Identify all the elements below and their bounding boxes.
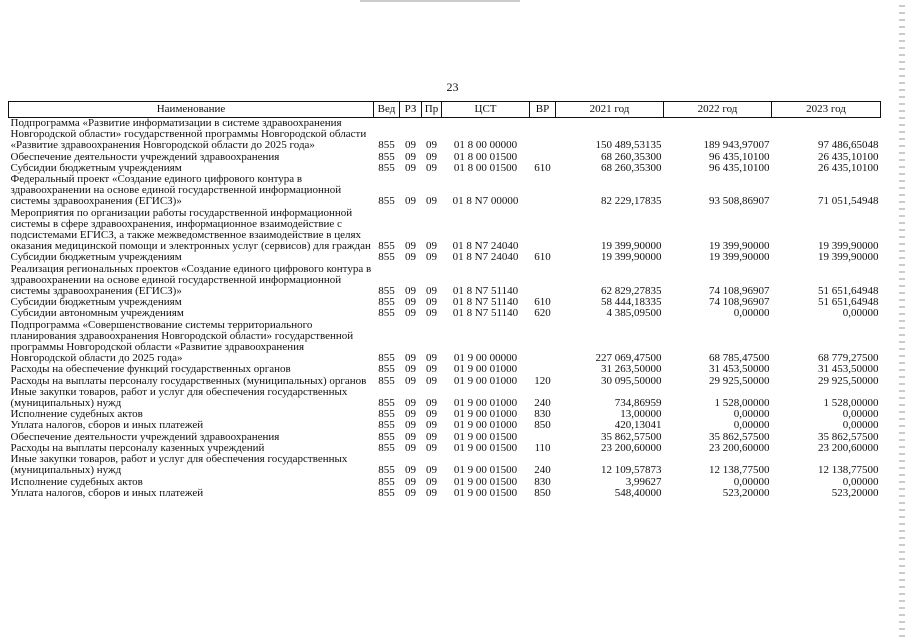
table-row — [9, 118, 881, 152]
cell-2023: 26 435,10100 — [818, 150, 879, 163]
table-row — [9, 488, 881, 499]
cell-vr — [530, 118, 556, 152]
cell-2021: 68 260,35300 — [601, 161, 662, 174]
cell-pr: 09 — [426, 486, 437, 499]
cell-2021: 3,99627 — [625, 475, 662, 488]
cell-vr: 610 — [534, 251, 551, 264]
cell-pr: 09 — [426, 419, 437, 432]
cell-2021: 420,13041 — [614, 419, 662, 432]
cell-ved: 855 — [378, 307, 395, 320]
cell-pr: 09 — [426, 374, 437, 387]
cell-rz: 09 — [405, 150, 416, 163]
cell-name: Расходы на выплаты персоналу государственных (муниципальных) органов — [10, 374, 367, 387]
cell-2023: 0,00000 — [842, 419, 879, 432]
cell-2023: 523,20000 — [831, 486, 879, 499]
cell-name: Субсидии бюджетным учреждениям — [10, 161, 182, 174]
cell-ved: 855 — [378, 195, 395, 208]
cell-ved: 855 — [378, 486, 395, 499]
cell-2023: 1 528,00000 — [823, 397, 879, 410]
cell-cst: 01 9 00 01500 — [453, 475, 518, 488]
cell-vr — [530, 320, 556, 365]
cell-2023: 97 486,65048 — [818, 139, 879, 152]
cell-2023: 71 051,54948 — [818, 195, 879, 208]
cell-cst: 01 9 00 01000 — [453, 397, 518, 410]
cell-vr — [530, 208, 556, 253]
cell-vr — [530, 264, 556, 298]
cell-rz: 09 — [405, 397, 416, 410]
cell-ved: 855 — [378, 419, 395, 432]
cell-cst: 01 8 00 01500 — [453, 150, 518, 163]
cell-name: Подпрограмма «Развитие информатизации в системе здравоохранения Новгородской области» государственной программы Новгородской области «Развитие здравоохранения Новгородской области до 2025 года» — [10, 117, 367, 152]
cell-2021: 13,00000 — [620, 408, 662, 421]
cell-ved: 855 — [378, 408, 395, 421]
cell-2022: 523,20000 — [722, 486, 770, 499]
cell-ved: 855 — [378, 374, 395, 387]
cell-2021: 227 069,47500 — [595, 352, 662, 365]
cell-ved: 855 — [378, 430, 395, 443]
cell-rz: 09 — [405, 475, 416, 488]
cell-cst: 01 9 00 01000 — [453, 408, 518, 421]
cell-2023: 51 651,64948 — [818, 296, 879, 309]
cell-ved: 855 — [378, 139, 395, 152]
cell-rz: 09 — [405, 240, 416, 253]
cell-2022: 19 399,90000 — [709, 251, 770, 264]
cell-pr: 09 — [426, 296, 437, 309]
cell-rz: 09 — [405, 251, 416, 264]
cell-cst: 01 8 00 00000 — [453, 139, 518, 152]
cell-rz: 09 — [405, 430, 416, 443]
cell-pr: 09 — [426, 161, 437, 174]
cell-2023: 19 399,90000 — [818, 251, 879, 264]
cell-cst: 01 8 N7 51140 — [452, 307, 519, 320]
cell-pr: 09 — [426, 430, 437, 443]
cell-2022: 35 862,57500 — [709, 430, 770, 443]
cell-rz: 09 — [405, 363, 416, 376]
cell-name: Федеральный проект «Создание единого цифрового контура в здравоохранении на основе единой государственной информационной системы здравоохранения (ЕГИСЗ)» — [10, 173, 342, 208]
column-header-name: Наименование — [9, 102, 374, 118]
cell-vr: 830 — [534, 408, 551, 421]
cell-pr: 09 — [426, 475, 437, 488]
cell-cst: 01 9 00 01000 — [453, 363, 518, 376]
cell-2021: 548,40000 — [614, 486, 662, 499]
cell-cst: 01 9 00 01500 — [453, 464, 518, 477]
cell-2021: 58 444,18335 — [601, 296, 662, 309]
cell-2021: 31 263,50000 — [601, 363, 662, 376]
cell-2021: 19 399,90000 — [601, 240, 662, 253]
cell-2023: 0,00000 — [842, 475, 879, 488]
page-number: 23 — [446, 80, 459, 94]
cell-name: Субсидии бюджетным учреждениям — [10, 296, 182, 309]
cell-2022: 74 108,96907 — [709, 285, 770, 298]
cell-cst: 01 9 00 01000 — [453, 419, 518, 432]
cell-pr: 09 — [426, 139, 437, 152]
cell-pr: 09 — [426, 251, 437, 264]
cell-cst: 01 8 N7 51140 — [452, 285, 519, 298]
column-header-2021: 2021 год — [556, 102, 664, 118]
cell-ved: 855 — [378, 161, 395, 174]
cell-name: Исполнение судебных актов — [10, 475, 143, 488]
cell-name: Обеспечение деятельности учреждений здравоохранения — [10, 150, 280, 163]
cell-2023: 26 435,10100 — [818, 161, 879, 174]
cell-rz: 09 — [405, 352, 416, 365]
column-header-2022: 2022 год — [664, 102, 772, 118]
cell-rz: 09 — [405, 307, 416, 320]
cell-pr: 09 — [426, 464, 437, 477]
cell-2022: 31 453,50000 — [709, 363, 770, 376]
cell-2021: 19 399,90000 — [601, 251, 662, 264]
cell-ved: 855 — [378, 240, 395, 253]
cell-rz: 09 — [405, 486, 416, 499]
cell-2022: 96 435,10100 — [709, 161, 770, 174]
cell-2021: 68 260,35300 — [601, 150, 662, 163]
cell-2023: 31 453,50000 — [818, 363, 879, 376]
table-row — [9, 387, 881, 409]
cell-name: Расходы на выплаты персоналу казенных учреждений — [10, 441, 265, 454]
cell-name: Иные закупки товаров, работ и услуг для обеспечения государственных (муниципальных) нужд — [10, 453, 348, 477]
cell-pr: 09 — [426, 441, 437, 454]
table-row — [9, 320, 881, 365]
table-row — [9, 308, 881, 319]
cell-ved: 855 — [378, 352, 395, 365]
cell-cst: 01 9 00 01000 — [453, 374, 518, 387]
cell-pr: 09 — [426, 352, 437, 365]
cell-2023: 12 138,77500 — [818, 464, 879, 477]
cell-cst: 01 8 N7 24040 — [452, 251, 519, 264]
cell-2022: 23 200,60000 — [709, 441, 770, 454]
cell-2021: 23 200,60000 — [601, 441, 662, 454]
table-row — [9, 252, 881, 263]
scan-artifact — [360, 0, 520, 2]
cell-2022: 93 508,86907 — [709, 195, 770, 208]
cell-2021: 150 489,53135 — [595, 139, 662, 152]
cell-2021: 734,86959 — [614, 397, 662, 410]
cell-2022: 0,00000 — [733, 475, 770, 488]
table-body — [9, 118, 881, 499]
cell-name: Расходы на обеспечение функций государственных органов — [10, 363, 291, 376]
table-row — [9, 174, 881, 208]
cell-ved: 855 — [378, 285, 395, 298]
table-row — [9, 420, 881, 431]
cell-cst: 01 8 N7 00000 — [452, 195, 519, 208]
cell-2022: 29 925,50000 — [709, 374, 770, 387]
column-header-2023: 2023 год — [772, 102, 881, 118]
cell-2022: 19 399,90000 — [709, 240, 770, 253]
cell-2022: 68 785,47500 — [709, 352, 770, 365]
column-header-rz: РЗ — [400, 102, 422, 118]
cell-vr — [530, 364, 556, 375]
cell-rz: 09 — [405, 195, 416, 208]
cell-rz: 09 — [405, 139, 416, 152]
cell-vr: 240 — [534, 397, 551, 410]
cell-vr: 240 — [534, 464, 551, 477]
column-header-cst: ЦСТ — [442, 102, 530, 118]
cell-2023: 0,00000 — [842, 408, 879, 421]
cell-name: Субсидии автономным учреждениям — [10, 307, 184, 320]
table-header — [9, 102, 881, 118]
cell-2022: 74 108,96907 — [709, 296, 770, 309]
cell-rz: 09 — [405, 285, 416, 298]
table-row — [9, 364, 881, 375]
cell-pr: 09 — [426, 195, 437, 208]
cell-name: Обеспечение деятельности учреждений здравоохранения — [10, 430, 280, 443]
cell-cst: 01 9 00 01500 — [453, 441, 518, 454]
cell-2022: 0,00000 — [733, 307, 770, 320]
scan-edge — [899, 0, 905, 640]
cell-vr: 610 — [534, 161, 551, 174]
cell-rz: 09 — [405, 374, 416, 387]
cell-ved: 855 — [378, 251, 395, 264]
cell-vr: 110 — [534, 441, 551, 454]
cell-name: Субсидии бюджетным учреждениям — [10, 251, 182, 264]
cell-2022: 12 138,77500 — [709, 464, 770, 477]
cell-rz: 09 — [405, 441, 416, 454]
column-header-vr: ВР — [530, 102, 556, 118]
column-header-ved: Вед — [374, 102, 400, 118]
cell-name: Реализация региональных проектов «Создание единого цифрового контура в здравоохранении на основе единой государственной информационной системы здравоохранения (ЕГИСЗ)» — [10, 262, 372, 298]
cell-ved: 855 — [378, 464, 395, 477]
cell-cst: 01 8 N7 51140 — [452, 296, 519, 309]
cell-pr: 09 — [426, 397, 437, 410]
cell-cst: 01 9 00 01500 — [453, 486, 518, 499]
cell-name: Иные закупки товаров, работ и услуг для обеспечения государственных (муниципальных) нужд — [10, 385, 348, 410]
table-row — [9, 454, 881, 476]
cell-cst: 01 8 N7 24040 — [452, 240, 519, 253]
cell-2021: 4 385,09500 — [606, 307, 662, 320]
cell-name: Исполнение судебных актов — [10, 408, 143, 421]
table-row — [9, 264, 881, 298]
cell-ved: 855 — [378, 150, 395, 163]
cell-vr — [530, 174, 556, 208]
cell-2022: 1 528,00000 — [714, 397, 770, 410]
cell-cst: 01 9 00 00000 — [453, 352, 518, 365]
cell-rz: 09 — [405, 161, 416, 174]
cell-ved: 855 — [378, 475, 395, 488]
cell-cst: 01 9 00 01500 — [453, 430, 518, 443]
cell-vr: 610 — [534, 296, 551, 309]
budget-table — [8, 101, 881, 499]
cell-2022: 0,00000 — [733, 408, 770, 421]
cell-ved: 855 — [378, 296, 395, 309]
cell-2021: 62 829,27835 — [601, 285, 662, 298]
cell-2023: 51 651,64948 — [818, 285, 879, 298]
cell-pr: 09 — [426, 150, 437, 163]
cell-rz: 09 — [405, 296, 416, 309]
cell-2022: 0,00000 — [733, 419, 770, 432]
cell-rz: 09 — [405, 408, 416, 421]
cell-cst: 01 8 00 01500 — [453, 161, 518, 174]
cell-ved: 855 — [378, 441, 395, 454]
cell-pr: 09 — [426, 307, 437, 320]
cell-rz: 09 — [405, 464, 416, 477]
cell-2023: 0,00000 — [842, 307, 879, 320]
cell-2022: 189 943,97007 — [703, 139, 770, 152]
cell-name: Подпрограмма «Совершенствование системы территориального планирования здравоохранения Новгородской области» государственной программы Новгородской области «Развитие здравоохранения Новгородской области до 2025 года» — [10, 318, 354, 365]
cell-2023: 29 925,50000 — [818, 374, 879, 387]
cell-pr: 09 — [426, 285, 437, 298]
cell-pr: 09 — [426, 363, 437, 376]
cell-2023: 23 200,60000 — [818, 441, 879, 454]
cell-ved: 855 — [378, 363, 395, 376]
cell-pr: 09 — [426, 408, 437, 421]
cell-vr: 830 — [534, 475, 551, 488]
column-header-pr: Пр — [422, 102, 442, 118]
cell-2023: 19 399,90000 — [818, 240, 879, 253]
cell-2022: 96 435,10100 — [709, 150, 770, 163]
cell-2023: 35 862,57500 — [818, 430, 879, 443]
cell-name: Мероприятия по организации работы государственной информационной системы в сфере здравоохранения, информационное взаимодействие с подсистемами ЕГИСЗ, а также межведомственное взаимодействие в целях оказания медицинской помощи и электронных услуг (сервисов) для граждан — [10, 206, 371, 253]
cell-name: Уплата налогов, сборов и иных платежей — [10, 486, 204, 499]
cell-2021: 12 109,57873 — [601, 464, 662, 477]
cell-rz: 09 — [405, 419, 416, 432]
cell-name: Уплата налогов, сборов и иных платежей — [10, 419, 204, 432]
cell-vr: 120 — [534, 374, 551, 387]
cell-ved: 855 — [378, 397, 395, 410]
cell-2021: 82 229,17835 — [601, 195, 662, 208]
table-row — [9, 208, 881, 253]
cell-vr: 620 — [534, 307, 551, 320]
cell-vr: 850 — [534, 419, 551, 432]
cell-2023: 68 779,27500 — [818, 352, 879, 365]
cell-pr: 09 — [426, 240, 437, 253]
cell-vr: 850 — [534, 486, 551, 499]
cell-2021: 35 862,57500 — [601, 430, 662, 443]
cell-2021: 30 095,50000 — [601, 374, 662, 387]
